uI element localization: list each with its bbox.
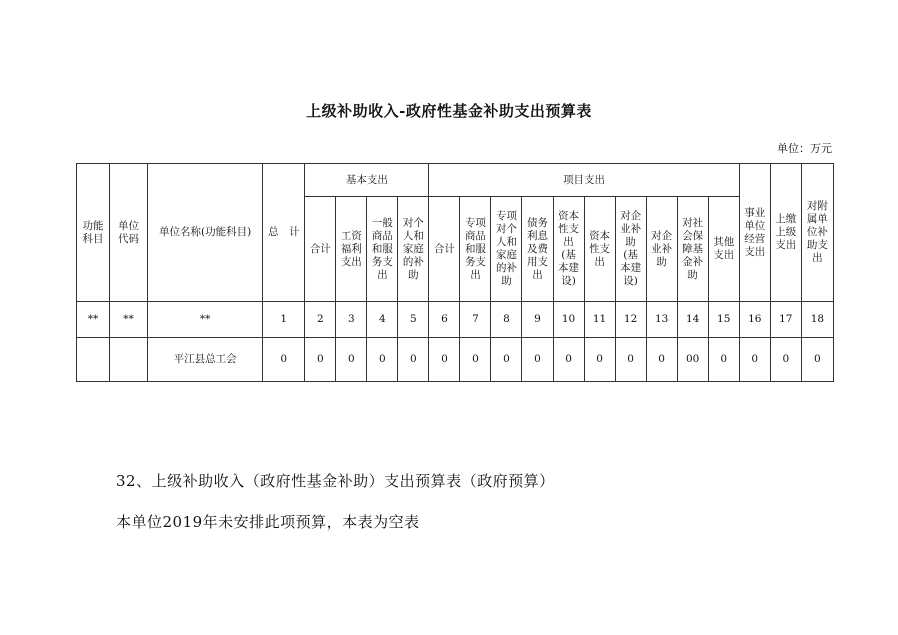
value-cell: 0 <box>615 338 646 382</box>
header-total: 总 计 <box>263 164 305 302</box>
header-proj-other: 其他支出 <box>708 197 739 302</box>
index-cell: 9 <box>522 302 553 338</box>
header-project-group: 项目支出 <box>429 164 739 197</box>
table-row <box>77 338 834 382</box>
header-proj-personal: 专项对个人和家庭的补助 <box>491 197 522 302</box>
index-row <box>77 302 834 338</box>
header-proj-social: 对社会保障基金补助 <box>677 197 708 302</box>
value-cell: 0 <box>263 338 305 382</box>
value-cell: 0 <box>491 338 522 382</box>
header-unit-name: 单位名称(功能科目) <box>148 164 263 302</box>
index-cell: 16 <box>739 302 770 338</box>
index-cell: 8 <box>491 302 522 338</box>
index-cell: ** <box>110 302 148 338</box>
header-proj-debt: 债务利息及费用支出 <box>522 197 553 302</box>
header-upper: 上缴上级支出 <box>770 164 801 302</box>
value-cell: 0 <box>770 338 801 382</box>
header-proj-goods: 专项商品和服务支出 <box>460 197 491 302</box>
table-title: 上级补助收入-政府性基金补助支出预算表 <box>306 102 592 120</box>
value-cell: 0 <box>584 338 615 382</box>
budget-table <box>76 163 834 382</box>
header-business: 事业单位经营支出 <box>739 164 770 302</box>
index-cell: 2 <box>305 302 336 338</box>
value-cell: 0 <box>305 338 336 382</box>
header-proj-enterprise: 对企业补助 <box>646 197 677 302</box>
value-cell: 00 <box>677 338 708 382</box>
value-cell: 0 <box>801 338 833 382</box>
header-basic-personal: 对个人和家庭的补助 <box>398 197 429 302</box>
value-cell: 0 <box>367 338 398 382</box>
unit-code-cell <box>110 338 148 382</box>
header-proj-total: 合计 <box>429 197 460 302</box>
index-cell: 11 <box>584 302 615 338</box>
value-cell: 0 <box>336 338 367 382</box>
index-cell: 14 <box>677 302 708 338</box>
index-cell: 1 <box>263 302 305 338</box>
index-cell: ** <box>148 302 263 338</box>
header-affiliated: 对附属单位补助支出 <box>801 164 833 302</box>
header-basic-group: 基本支出 <box>305 164 429 197</box>
index-cell: 10 <box>553 302 584 338</box>
header-proj-capital-build: 资本性支出(基本建设) <box>553 197 584 302</box>
header-basic-wage: 工资福利支出 <box>336 197 367 302</box>
section-caption: 32、上级补助收入（政府性基金补助）支出预算表（政府预算） <box>116 472 555 490</box>
value-cell: 0 <box>522 338 553 382</box>
func-subject-cell <box>77 338 110 382</box>
header-unit-code: 单位代码 <box>110 164 148 302</box>
value-cell: 0 <box>553 338 584 382</box>
index-cell: 7 <box>460 302 491 338</box>
header-func-subject: 功能科目 <box>77 164 110 302</box>
index-cell: 18 <box>801 302 833 338</box>
value-cell: 0 <box>708 338 739 382</box>
header-proj-enterprise-build: 对企业补助(基本建设) <box>615 197 646 302</box>
value-cell: 0 <box>460 338 491 382</box>
header-basic-goods: 一般商品和服务支出 <box>367 197 398 302</box>
index-cell: 3 <box>336 302 367 338</box>
header-basic-total: 合计 <box>305 197 336 302</box>
index-cell: 5 <box>398 302 429 338</box>
index-cell: 15 <box>708 302 739 338</box>
empty-table-note: 本单位2019年未安排此项预算，本表为空表 <box>116 513 420 531</box>
index-cell: 12 <box>615 302 646 338</box>
value-cell: 0 <box>646 338 677 382</box>
value-cell: 0 <box>739 338 770 382</box>
value-cell: 0 <box>398 338 429 382</box>
value-cell: 0 <box>429 338 460 382</box>
unit-name-cell: 平江县总工会 <box>148 338 263 382</box>
index-cell: ** <box>77 302 110 338</box>
header-proj-capital: 资本性支出 <box>584 197 615 302</box>
index-cell: 17 <box>770 302 801 338</box>
index-cell: 13 <box>646 302 677 338</box>
index-cell: 4 <box>367 302 398 338</box>
index-cell: 6 <box>429 302 460 338</box>
unit-label: 单位：万元 <box>777 142 832 155</box>
